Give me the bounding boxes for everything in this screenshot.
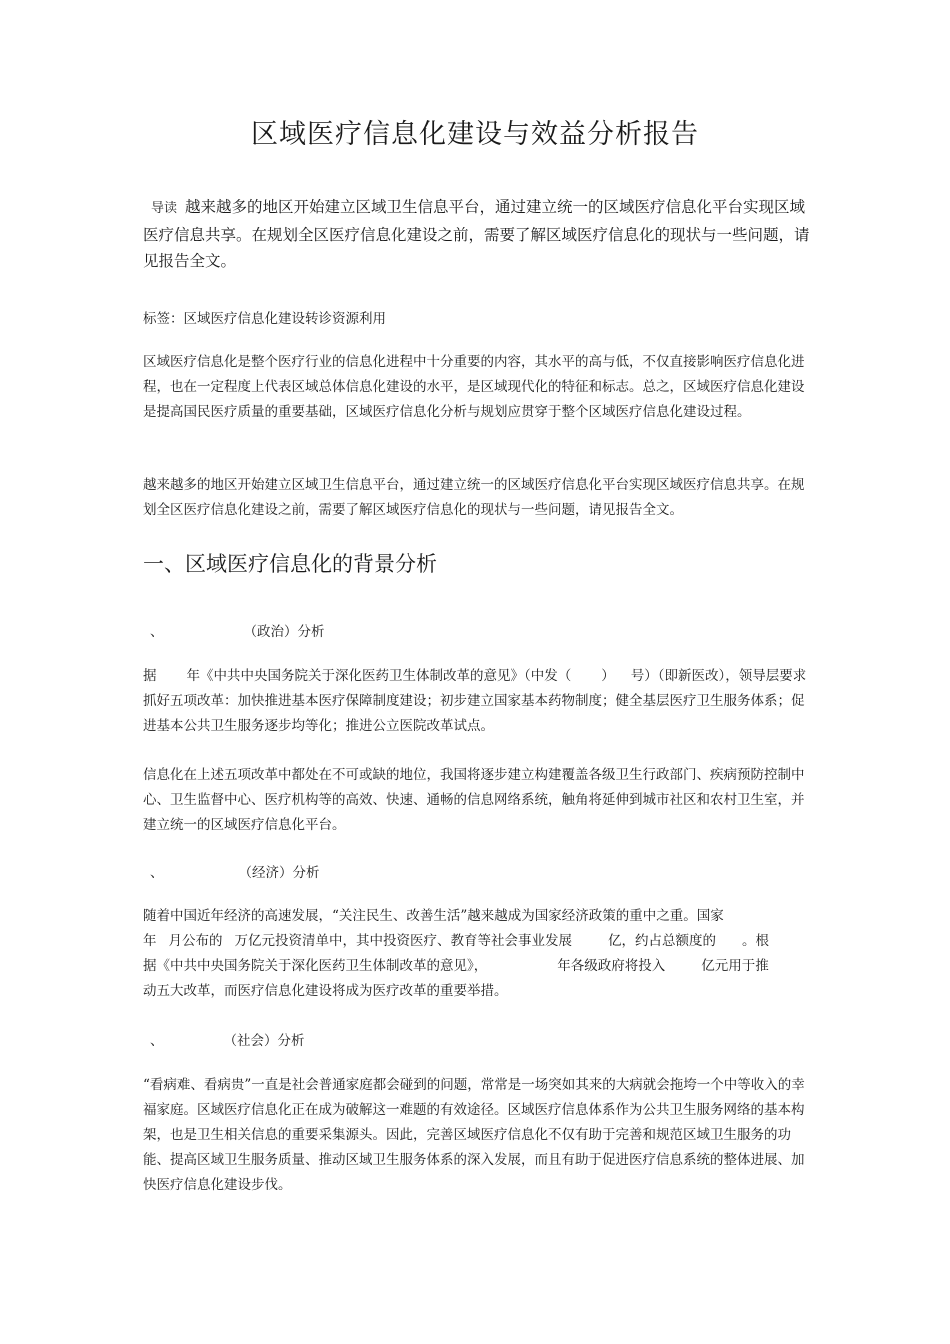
subheading-social: [150, 1029, 305, 1049]
intro-paragraph: [143, 194, 813, 274]
para-text: 亿元用于推: [701, 958, 769, 974]
subheading-mark: 、: [150, 624, 164, 640]
para-text: 年: [143, 933, 157, 949]
para-text: 月公布的: [168, 933, 223, 949]
para-text: 据《中共中央国务院关于深化医药卫生体制改革的意见》，: [143, 958, 488, 974]
paragraph-political: [143, 664, 813, 739]
para-line: [143, 954, 813, 979]
para-text: ）: [601, 668, 615, 684]
subheading-label: （政治）分析: [243, 624, 325, 640]
paragraph-summary: 越来越多的地区开始建立区域卫生信息平台，通过建立统一的区域医疗信息化平台实现区域医疗信息共享。在规划全区医疗信息化建设之前，需要了解区域医疗信息化的现状与一些问题，请见报告全文。: [143, 477, 805, 518]
intro-lead-label: 导读: [151, 201, 178, 216]
para-line: 动五大改革，而医疗信息化建设将成为医疗改革的重要举措。: [143, 983, 508, 999]
para-text: 年《中共中央国务院关于深化医药卫生体制改革的意见》（中发（: [186, 668, 572, 684]
intro-text: 越来越多的地区开始建立区域卫生信息平台，通过建立统一的区域医疗信息化平台实现区域医疗信息共享。在规划全区医疗信息化建设之前，需要了解区域医疗信息化的现状与一些问题，请见报告全文。: [143, 198, 810, 270]
document-title: 区域医疗信息化建设与效益分析报告: [251, 119, 699, 150]
paragraph-informatization: 信息化在上述五项改革中都处在不可或缺的地位，我国将逐步建立构建覆盖各级卫生行政部门、疾病预防控制中心、卫生监督中心、医疗机构等的高效、快速、通畅的信息网络系统，触角将延伸到城市社区和农村卫生室，并建立统一的区域医疗信息化平台。: [143, 767, 805, 833]
para-line: [143, 929, 813, 954]
para-text: 亿，约占总额度的: [608, 933, 716, 949]
subheading-political: [150, 620, 325, 640]
subheading-mark: 、: [150, 865, 164, 881]
paragraph-overview: 区域医疗信息化是整个医疗行业的信息化进程中十分重要的内容，其水平的高与低，不仅直接影响医疗信息化进程，也在一定程度上代表区域总体信息化建设的水平，是区域现代化的特征和标志。总之，区域医疗信息化建设是提高国民医疗质量的重要基础，区域医疗信息化分析与规划应贯穿于整个区域医疗信息化建设过程。: [143, 354, 805, 420]
paragraph-social: “看病难、看病贵”一直是社会普通家庭都会碰到的问题，常常是一场突如其来的大病就会拖垮一个中等收入的幸福家庭。区域医疗信息化正在成为破解这一难题的有效途径。区域医疗信息体系作为公共卫生服务网络的基本构架，也是卫生相关信息的重要采集源头。因此，完善区域医疗信息化不仅有助于完善和规范区域卫生服务的功能、提高区域卫生服务质量、推动区域卫生服务体系的深入发展，而且有助于促进医疗信息系统的整体进展、加快医疗信息化建设步伐。: [143, 1077, 805, 1193]
subheading-economic: [150, 861, 320, 881]
para-text: 。根: [742, 933, 769, 949]
paragraph-economic: [143, 904, 813, 1004]
subheading-label: （经济）分析: [238, 865, 320, 881]
para-text: 据: [143, 668, 157, 684]
para-line: 随着中国近年经济的高速发展，“关注民生、改善生活”越来越成为国家经济政策的重中之重。国家: [143, 908, 724, 924]
para-text: 万亿元投资清单中，其中投资医疗、教育等社会事业发展: [234, 933, 572, 949]
subheading-mark: 、: [150, 1033, 164, 1049]
subheading-label: （社会）分析: [223, 1033, 305, 1049]
para-text: 号）（即新医改），领导层要求抓好五项改革：加快推进基本医疗保障制度建设；初步建立国家基本药物制度；健全基层医疗卫生服务体系；促进基本公共卫生服务逐步均等化；推进公立医院改革试点。: [143, 668, 807, 734]
section-heading: 一、区域医疗信息化的背景分析: [143, 552, 437, 576]
para-text: 年各级政府将投入: [557, 958, 666, 974]
tags-line: 标签：区域医疗信息化建设转诊资源利用: [143, 311, 386, 327]
